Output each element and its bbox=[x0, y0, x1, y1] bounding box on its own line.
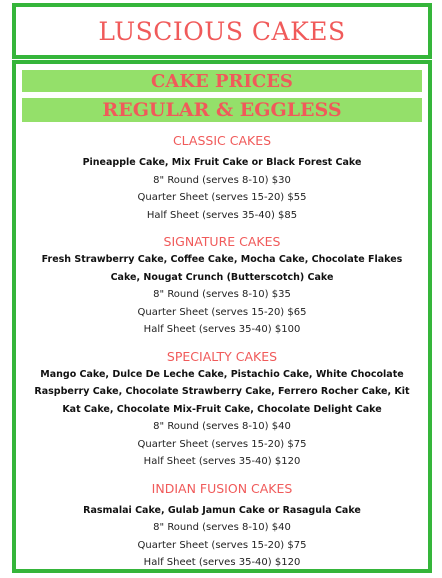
price-round: 8" Round (serves 8-10) $40 bbox=[153, 421, 291, 432]
price-quarter-sheet: Quarter Sheet (serves 15-20) $75 bbox=[137, 539, 307, 551]
section-signature-cakes bbox=[16, 233, 428, 339]
title-frame bbox=[12, 3, 432, 59]
cake-list: Mango Cake, Dulce De Leche Cake, Pistachio Cake, White Chocolate Raspberry Cake, Chocolate Strawberry Cake, Ferrero Rocher Cake, Kit Kat Cake, Chocolate Mix-Fruit Cake, Chocolate Delight Cake bbox=[34, 368, 410, 415]
price-round: 8" Round (serves 8-10) $40 bbox=[153, 522, 291, 533]
regular-eggless-banner: REGULAR & EGGLESS bbox=[22, 98, 422, 122]
section-indian-fusion-cakes bbox=[16, 480, 428, 572]
price-quarter-sheet: Quarter Sheet (serves 15-20) $55 bbox=[137, 192, 307, 203]
cake-list: Pineapple Cake, Mix Fruit Cake or Black Forest Cake bbox=[82, 157, 362, 168]
price-quarter-sheet: Quarter Sheet (serves 15-20) $75 bbox=[137, 438, 307, 450]
price-quarter-sheet: Quarter Sheet (serves 15-20) $65 bbox=[137, 306, 307, 318]
price-round: 8" Round (serves 8-10) $30 bbox=[153, 174, 291, 186]
section-classic-cakes bbox=[16, 132, 428, 224]
price-round: 8" Round (serves 8-10) $35 bbox=[153, 289, 291, 300]
page-title: LUSCIOUS CAKES bbox=[98, 16, 346, 46]
price-menu-frame bbox=[12, 60, 432, 573]
section-specialty-cakes bbox=[16, 348, 428, 471]
price-half-sheet: Half Sheet (serves 35-40) $100 bbox=[143, 324, 301, 335]
section-title: SPECIALTY CAKES bbox=[166, 348, 278, 364]
price-half-sheet: Half Sheet (serves 35-40) $120 bbox=[143, 456, 301, 467]
price-list bbox=[16, 130, 428, 572]
section-title: CLASSIC CAKES bbox=[172, 133, 272, 148]
section-title: SIGNATURE CAKES bbox=[163, 234, 281, 249]
cake-list: Rasmalai Cake, Gulab Jamun Cake or Rasagula Cake bbox=[83, 504, 361, 516]
price-half-sheet: Half Sheet (serves 35-40) $120 bbox=[143, 557, 301, 568]
section-title: INDIAN FUSION CAKES bbox=[151, 480, 293, 496]
price-half-sheet: Half Sheet (serves 35-40) $85 bbox=[146, 209, 298, 221]
cake-prices-banner: CAKE PRICES bbox=[22, 70, 422, 92]
cake-list: Fresh Strawberry Cake, Coffee Cake, Mocha Cake, Chocolate Flakes Cake, Nougat Crunch (Butterscotch) Cake bbox=[41, 254, 403, 283]
